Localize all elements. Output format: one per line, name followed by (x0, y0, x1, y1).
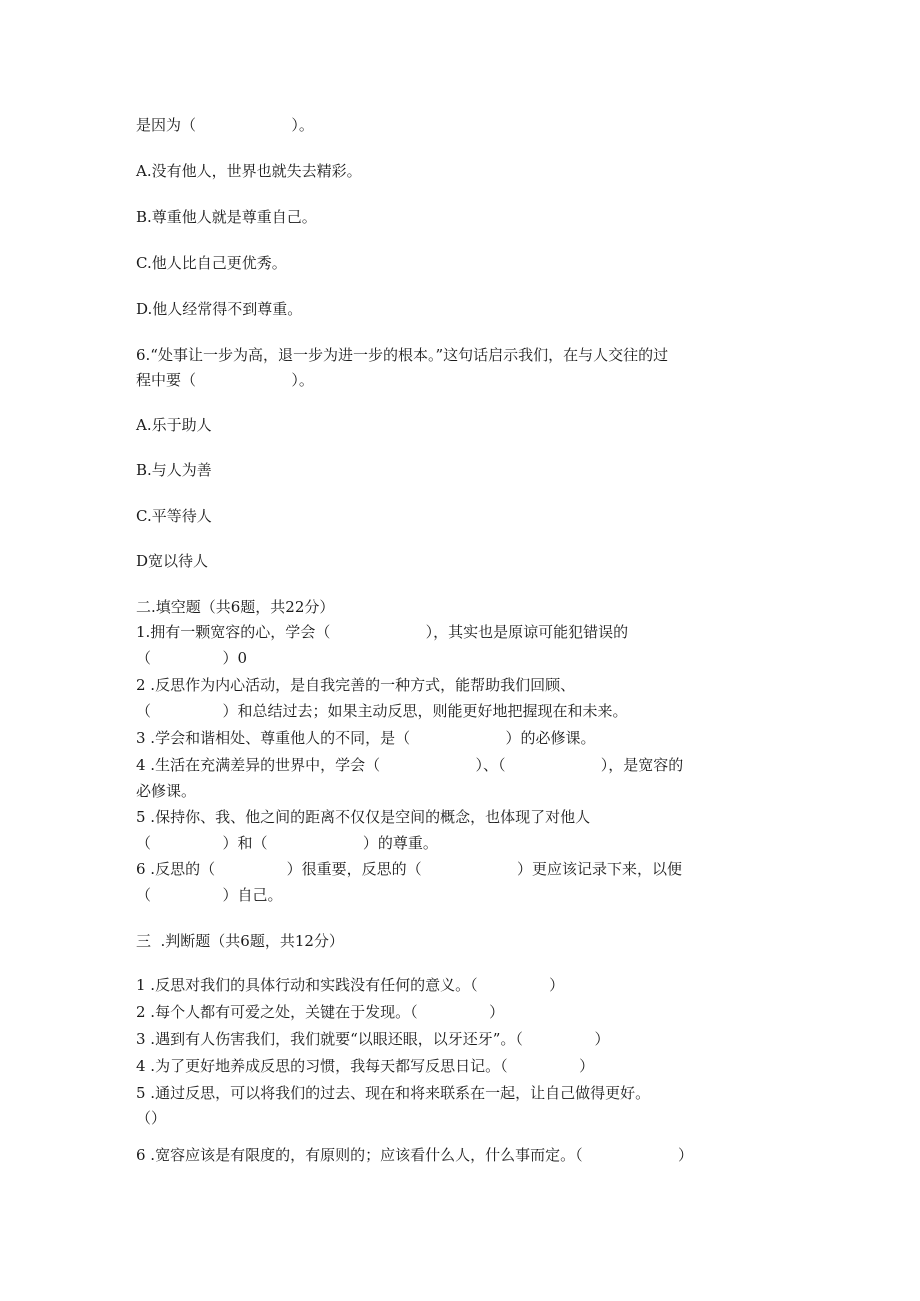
fill-section-heading: 二.填空题（共6题，共22分） (136, 598, 335, 616)
fill-line: 必修课。 (136, 782, 197, 800)
q5-option-a: A.没有他人，世界也就失去精彩。 (136, 162, 362, 180)
q5-option-d: D.他人经常得不到尊重。 (136, 300, 303, 318)
q6-option-c: C.平等待人 (136, 507, 212, 525)
fill-line: 5 .保持你、我、他之间的距离不仅仅是空间的概念，也体现了对他人 (136, 808, 591, 826)
q6-option-d: D宽以待人 (136, 552, 209, 570)
q6-stem-line1: 6.“处事让一步为高，退一步为进一步的根本。”这句话启示我们，在与人交往的过 (136, 346, 669, 364)
fill-line: （ ）和（ ）的尊重。 (136, 834, 438, 852)
q5-stem-continuation: 是因为（ ）。 (136, 116, 314, 134)
fill-line: 2 .反思作为内心活动，是自我完善的一种方式，能帮助我们回顾、 (136, 676, 576, 694)
q6-option-a: A.乐于助人 (136, 416, 212, 434)
q6-option-b: B.与人为善 (136, 461, 212, 479)
judge-line: 6 .宽容应该是有限度的，有原则的；应该看什么人，什么事而定。（ ） (136, 1146, 693, 1164)
judge-line: 1 .反思对我们的具体行动和实践没有任何的意义。（ ） (136, 976, 565, 994)
judge-line: 5 .通过反思，可以将我们的过去、现在和将来联系在一起，让自己做得更好。 (136, 1084, 651, 1102)
q5-option-c: C.他人比自己更优秀。 (136, 254, 287, 272)
fill-line: （ ）自己。 (136, 886, 283, 904)
q5-option-b: B.尊重他人就是尊重自己。 (136, 208, 317, 226)
judge-line: （） (136, 1109, 167, 1127)
fill-line: （ ）和总结过去；如果主动反思，则能更好地把握现在和未来。 (136, 702, 628, 720)
judge-line: 3 .遇到有人伤害我们，我们就要“以眼还眼，以牙还牙”。（ ） (136, 1030, 610, 1048)
fill-line: 6 .反思的（ ）很重要，反思的（ ）更应该记录下来，以便 (136, 860, 682, 878)
fill-line: 1.拥有一颗宽容的心，学会（ ），其实也是原谅可能犯错误的 (136, 623, 629, 641)
judge-section-heading: 三 .判断题（共6题，共12分） (136, 932, 344, 950)
fill-line: 4 .生活在充满差异的世界中，学会（ ）、（ ），是宽容的 (136, 756, 684, 774)
judge-line: 2 .每个人都有可爱之处，关键在于发现。（ ） (136, 1003, 505, 1021)
fill-line: 3 .学会和谐相处、尊重他人的不同，是（ ）的必修课。 (136, 729, 596, 747)
fill-line: （ ）0 (136, 649, 248, 667)
q6-stem-line2: 程中要（ ）。 (136, 371, 314, 389)
judge-line: 4 .为了更好地养成反思的习惯，我每天都写反思日记。（ ） (136, 1057, 595, 1075)
